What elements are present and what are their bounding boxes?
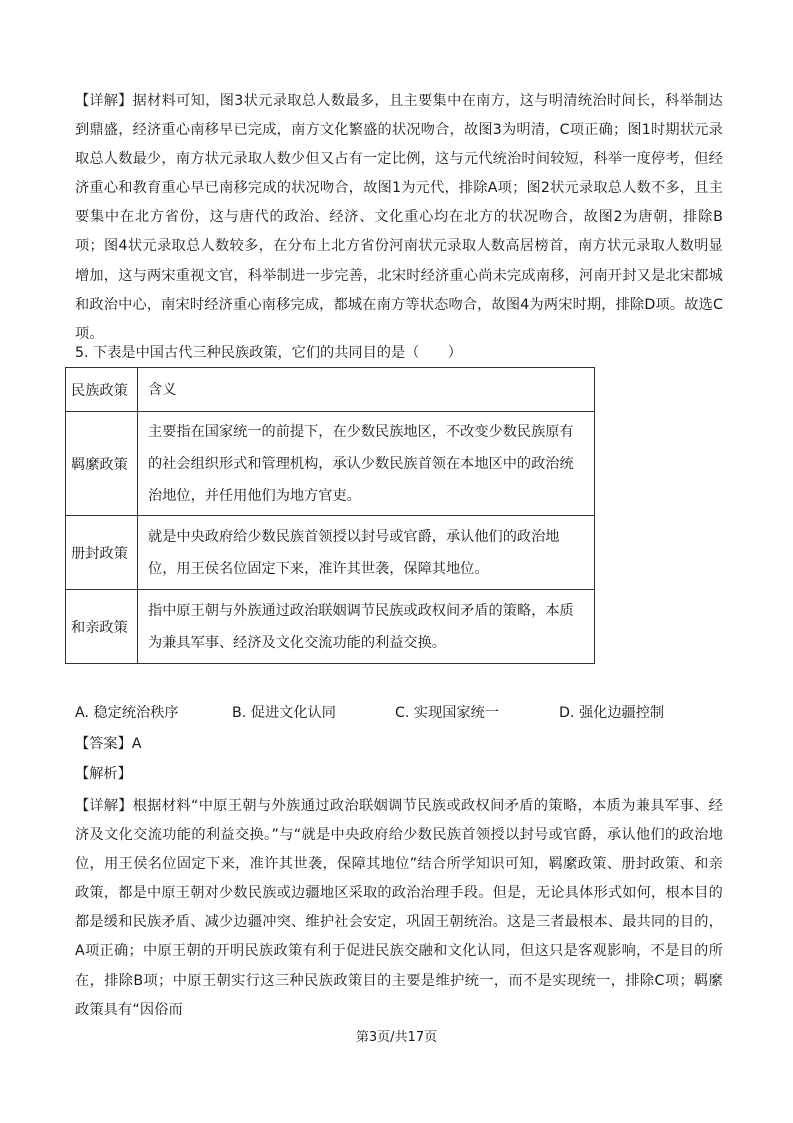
answer-label: 【答案】A	[75, 736, 142, 752]
policy-table	[65, 367, 595, 664]
policy-meaning-cell: 就是中央政府给少数民族首领授以封号或官爵，承认他们的政治地位，用王侯名位固定下来，准许其世袭，保障其地位。	[138, 516, 595, 590]
option-d: D. 强化边疆控制	[559, 705, 665, 721]
table-row	[66, 516, 595, 590]
detail-text: 据材料可知，图3状元录取总人数最多，且主要集中在南方，这与明清统治时间长，科举制达到鼎盛，经济重心南移早已完成，南方文化繁盛的状况吻合，故图3为明清，C项正确；图1时期状元录取总人数最少，南方状元录取人数少但又占有一定比例，这与元代统治时间较短，科举一度停考，但经济重心和教育重心早已南移完成的状况吻合，故图1为元代，排除A项；图2状元录取总人数不多，且主要集中在北方省份，这与唐代的政治、经济、文化重心均在北方的状况吻合，故图2为唐朝，排除B项；图4状元录取总人数较多，在分布上北方省份河南状元录取人数高居榜首，南方状元录取人数明显增加，这与两宋重视文官，科举制进一步完善，北宋时经济重心尚未完成南移，河南开封又是北宋都城和政治中心，南宋时经济重心南移完成，都城在南方等状态吻合，故图4为两宋时期，排除D项。故选C项。	[75, 93, 723, 342]
table-row	[66, 590, 595, 664]
detail-tag: 【详解】	[75, 93, 133, 109]
header-cell-policy: 民族政策	[66, 368, 138, 412]
answer-options	[75, 700, 735, 726]
analysis-label: 【解析】	[75, 766, 132, 782]
table-header-row	[66, 368, 595, 412]
policy-meaning-cell: 指中原王朝与外族通过政治联姻调节民族或政权间矛盾的策略，本质为兼具军事、经济及文化交流功能的利益交换。	[138, 590, 595, 664]
policy-meaning-cell: 主要指在国家统一的前提下，在少数民族地区，不改变少数民族原有的社会组织形式和管理机构，承认少数民族首领在本地区中的政治统治地位，并任用他们为地方官吏。	[138, 412, 595, 516]
policy-name-cell: 册封政策	[66, 516, 138, 590]
detail-text: 根据材料“中原王朝与外族通过政治联姻调节民族或政权间矛盾的策略，本质为兼具军事、经济及文化交流功能的利益交换。”与“就是中央政府给少数民族首领授以封号或官爵，承认他们的政治地位，用王侯名位固定下来，准许其世袭，保障其地位”结合所学知识可知，羁縻政策、册封政策、和亲政策，都是中原王朝对少数民族或边疆地区采取的政治治理手段。但是，无论具体形式如何，根本目的都是缓和民族矛盾、减少边疆冲突、维护社会安定，巩固王朝统治。这是三者最根本、最共同的目的，A项正确；中原王朝的开明民族政策有利于促进民族交融和文化认同，但这只是客观影响，不是目的所在，排除B项；中原王朝实行这三种民族政策目的主要是维护统一，而不是实现统一，排除C项；羁縻政策具有“因俗而	[75, 798, 723, 1018]
option-a: A. 稳定统治秩序	[75, 705, 179, 721]
option-c: C. 实现国家统一	[395, 705, 500, 721]
header-cell-meaning: 含义	[138, 368, 595, 412]
table-row	[66, 412, 595, 516]
policy-name-cell: 羁縻政策	[66, 412, 138, 516]
page-footer: 第3页/共17页	[355, 1030, 438, 1045]
question-stem: 5. 下表是中国古代三种民族政策，它们的共同目的是（ ）	[75, 345, 462, 361]
option-b: B. 促进文化认同	[232, 705, 336, 721]
policy-name-cell: 和亲政策	[66, 590, 138, 664]
detail-tag: 【详解】	[75, 798, 133, 814]
detail-paragraph-2	[75, 792, 723, 1025]
detail-paragraph-1	[75, 87, 723, 349]
